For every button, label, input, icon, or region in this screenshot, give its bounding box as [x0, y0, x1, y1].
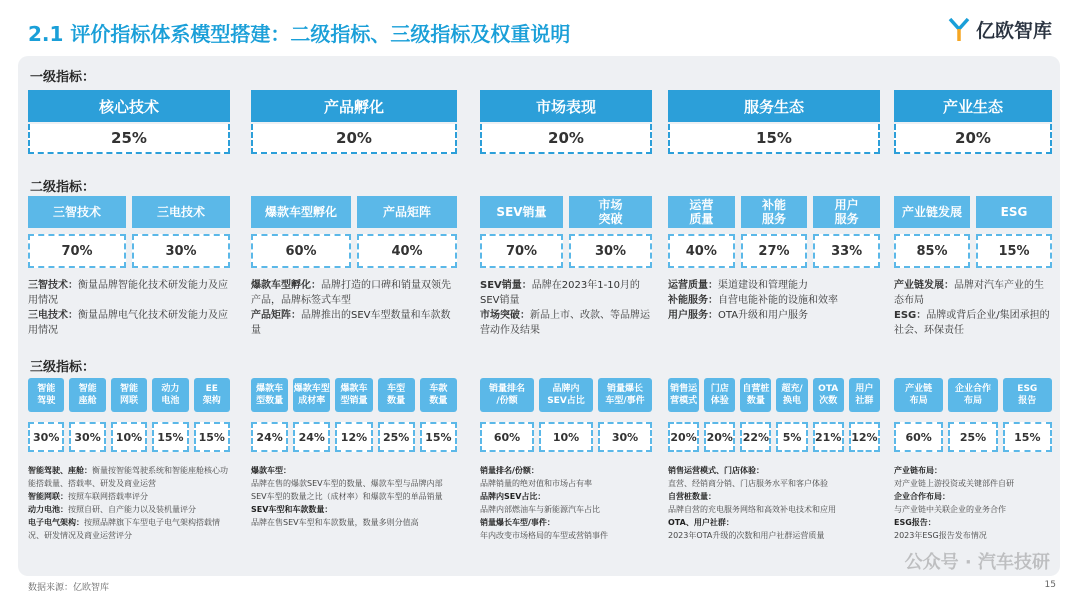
level2-name: 市场 突破: [569, 196, 652, 228]
level3-desc-term: SEV车型和车款数量：: [251, 505, 333, 514]
level2-name: 补能 服务: [741, 196, 808, 228]
level3-desc-term: 自营桩数量：: [668, 492, 716, 501]
level3-name: 销量爆长 车型/事件: [598, 378, 652, 412]
level2-description: [668, 278, 880, 323]
level3-desc-line: [894, 529, 1052, 542]
level3-desc-term: 电子电气架构：: [28, 518, 84, 527]
level3-weights: [251, 422, 457, 452]
level3-desc-term: 智能驾驶、座舱：: [28, 466, 92, 475]
page-number: 15: [1044, 580, 1056, 590]
level3-description: [28, 464, 230, 542]
level3-desc-term: 智能网联：: [28, 492, 68, 501]
level1-weight: 20%: [251, 124, 457, 154]
level2-desc-line: [668, 293, 880, 308]
level3-name: 用户 社群: [849, 378, 880, 412]
level3-weight: 12%: [335, 422, 372, 452]
level3-desc-line: [894, 477, 1052, 490]
level2-weight: 30%: [132, 234, 230, 268]
level3-weight: 60%: [480, 422, 534, 452]
level3-desc-line: [894, 516, 1052, 529]
level3-desc-text: 与产业链中关联企业的业务合作: [894, 505, 1006, 514]
level1-name: 核心技术: [28, 90, 230, 122]
brand-logo: [948, 16, 1052, 43]
level3-headers: [894, 378, 1052, 412]
level3-weight: 21%: [813, 422, 844, 452]
level2-desc-term: ESG：: [894, 310, 927, 321]
level2-desc-term: 运营质量：: [668, 280, 718, 291]
level3-name: 销量排名 /份额: [480, 378, 534, 412]
level2-headers: [894, 196, 1052, 228]
level3-desc-text: 品牌自营的充电服务网络和高效补电技术和应用: [668, 505, 836, 514]
level1-column: [894, 90, 1052, 154]
level2-description: [894, 278, 1052, 338]
level2-desc-text: 衡量品牌智能化技术研发能力及应用情况: [28, 280, 228, 306]
level2-desc-line: [480, 278, 652, 308]
level3-desc-text: 按照车联网搭载率评分: [68, 492, 148, 501]
level2-desc-text: 品牌在2023年1-10月的SEV销量: [480, 280, 640, 306]
level3-weight: 20%: [668, 422, 699, 452]
level2-description: [251, 278, 457, 338]
level2-name: 产业链发展: [894, 196, 970, 228]
level2-desc-text: 品牌对汽车产业的生态布局: [894, 280, 1044, 306]
level3-description: [480, 464, 652, 542]
level2-desc-term: 三智技术：: [28, 280, 78, 291]
level2-desc-line: [894, 278, 1052, 308]
level3-weight: 30%: [69, 422, 105, 452]
level3-weight: 10%: [539, 422, 593, 452]
level3-weight: 30%: [28, 422, 64, 452]
level3-name: 产业链 布局: [894, 378, 943, 412]
level2-desc-line: [480, 308, 652, 338]
level3-weight: 25%: [948, 422, 997, 452]
level3-name: 智能 网联: [111, 378, 147, 412]
level2-desc-line: [668, 278, 880, 293]
level3-description: [894, 464, 1052, 542]
level3-name: 智能 驾驶: [28, 378, 64, 412]
level3-desc-term: 产业链布局：: [894, 466, 942, 475]
level3-desc-term: 企业合作布局：: [894, 492, 950, 501]
level3-name: 销售运 营模式: [668, 378, 699, 412]
level3-desc-text: 品牌销量的绝对值和市场占有率: [480, 479, 592, 488]
level3-name: 车型 数量: [378, 378, 415, 412]
level3-name: 动力 电池: [152, 378, 188, 412]
level3-desc-text: 2023年ESG报告发布情况: [894, 531, 987, 540]
level2-weights: [28, 234, 230, 268]
level3-weight: 10%: [111, 422, 147, 452]
level2-weight: 30%: [569, 234, 652, 268]
level2-desc-text: 品牌或背后企业/集团承担的社会、环保责任: [894, 310, 1050, 336]
level2-desc-text: 渠道建设和管理能力: [718, 280, 808, 291]
level2-desc-term: 市场突破：: [480, 310, 530, 321]
level2-weights: [480, 234, 652, 268]
level3-desc-term: 动力电池：: [28, 505, 68, 514]
level3-desc-line: [668, 477, 880, 490]
level3-desc-line: [668, 516, 880, 529]
level3-weight: 24%: [293, 422, 330, 452]
level3-description: [251, 464, 457, 529]
level2-name: ESG: [976, 196, 1052, 228]
level3-weights: [668, 422, 880, 452]
level3-name: 智能 座舱: [69, 378, 105, 412]
level3-name: 自营桩 数量: [740, 378, 771, 412]
level3-name: 爆款车型 成材率: [293, 378, 330, 412]
level1-column: [251, 90, 457, 154]
level3-desc-line: [480, 529, 652, 542]
level2-desc-term: 补能服务：: [668, 295, 718, 306]
level3-weight: 15%: [420, 422, 457, 452]
level2-desc-text: OTA升级和用户服务: [718, 310, 809, 321]
level2-desc-term: 产业链发展：: [894, 280, 954, 291]
level2-description: [28, 278, 230, 338]
level2-name: SEV销量: [480, 196, 563, 228]
level2-weight: 85%: [894, 234, 970, 268]
level3-name: 门店 体验: [704, 378, 735, 412]
level3-name: 品牌内 SEV占比: [539, 378, 593, 412]
level3-name: EE 架构: [194, 378, 230, 412]
level2-desc-line: [28, 308, 230, 338]
level2-desc-term: 用户服务：: [668, 310, 718, 321]
level3-desc-line: [480, 464, 652, 477]
source-note: 数据来源：亿欧智库: [28, 583, 110, 593]
level2-weights: [894, 234, 1052, 268]
level3-desc-text: 按照自研、自产能力以及装机量评分: [68, 505, 196, 514]
level3-name: 爆款车 型数量: [251, 378, 288, 412]
level2-headers: [480, 196, 652, 228]
metric-panel: [18, 56, 1060, 576]
level3-desc-term: ESG报告：: [894, 518, 936, 527]
level2-desc-line: [251, 278, 457, 308]
level3-desc-text: 2023年OTA升级的次数和用户社群运营质量: [668, 531, 825, 540]
level1-column: [668, 90, 880, 154]
level3-weight: 5%: [776, 422, 807, 452]
level3-weight: 22%: [740, 422, 771, 452]
level3-desc-text: 品牌在售SEV车型和车款数量，数量多则分值高: [251, 518, 419, 527]
level3-name: 超充/ 换电: [776, 378, 807, 412]
level3-weight: 30%: [598, 422, 652, 452]
level2-weight: 70%: [480, 234, 563, 268]
level2-desc-term: 产品矩阵：: [251, 310, 301, 321]
level3-headers: [28, 378, 230, 412]
level2-headers: [668, 196, 880, 228]
level1-name: 产业生态: [894, 90, 1052, 122]
level3-desc-term: 销量爆长车型/事件：: [480, 518, 555, 527]
level2-weights: [251, 234, 457, 268]
level2-name: 产品矩阵: [357, 196, 457, 228]
level2-desc-text: 新品上市、改款、等品牌运营动作及结果: [480, 310, 650, 336]
level3-weight: 20%: [704, 422, 735, 452]
level1-label: 一级指标：: [30, 70, 96, 85]
level1-weight: 15%: [668, 124, 880, 154]
level1-weight: 25%: [28, 124, 230, 154]
level2-desc-text: 衡量品牌电气化技术研发能力及应用情况: [28, 310, 228, 336]
level3-description: [668, 464, 880, 542]
level1-name: 产品孵化: [251, 90, 457, 122]
level1-weight: 20%: [480, 124, 652, 154]
level3-desc-line: [251, 503, 457, 516]
level3-desc-text: 衡量按智能驾驶系统和智能座舱核心功能搭载量、搭载率、研发及商业运营: [28, 466, 228, 488]
level2-weight: 27%: [741, 234, 808, 268]
level2-weights: [668, 234, 880, 268]
level3-desc-text: 对产业链上游投资或关键部件自研: [894, 479, 1014, 488]
level1-column: [28, 90, 230, 154]
level3-desc-line: [894, 503, 1052, 516]
level2-desc-text: 品牌打造的口碑和销量双领先产品，品牌标签式车型: [251, 280, 451, 306]
level2-label: 二级指标：: [30, 180, 96, 195]
level3-weights: [894, 422, 1052, 452]
level3-weight: 15%: [152, 422, 188, 452]
level3-desc-line: [894, 464, 1052, 477]
level3-desc-line: [28, 503, 230, 516]
level2-weight: 40%: [668, 234, 735, 268]
level2-name: 爆款车型孵化: [251, 196, 351, 228]
level1-column: [480, 90, 652, 154]
level3-weight: 25%: [378, 422, 415, 452]
level3-desc-term: 爆款车型：: [251, 466, 291, 475]
level2-headers: [28, 196, 230, 228]
level3-desc-line: [480, 503, 652, 516]
level3-desc-term: OTA、用户社群：: [668, 518, 734, 527]
level1-name: 市场表现: [480, 90, 652, 122]
level3-weight: 15%: [1003, 422, 1052, 452]
level2-desc-line: [668, 308, 880, 323]
level2-desc-term: SEV销量：: [480, 280, 532, 291]
level2-desc-term: 爆款车型孵化：: [251, 280, 321, 291]
level2-name: 用户 服务: [813, 196, 880, 228]
level3-desc-line: [668, 503, 880, 516]
level3-desc-text: 品牌内部燃油车与新能源汽车占比: [480, 505, 600, 514]
level3-desc-text: 年内改变市场格局的车型或营销事件: [480, 531, 608, 540]
level2-name: 三智技术: [28, 196, 126, 228]
level2-name: 三电技术: [132, 196, 230, 228]
level1-name: 服务生态: [668, 90, 880, 122]
level2-weight: 33%: [813, 234, 880, 268]
level3-desc-line: [480, 477, 652, 490]
level3-weights: [480, 422, 652, 452]
level3-desc-text: 品牌在售的爆款SEV车型的数量、爆款车型与品牌内部SEV车型的数量之比（成材率）和爆款车型的单品销量: [251, 479, 443, 501]
level3-desc-text: 按照品牌旗下车型电子电气架构搭载情况、研发情况及商业运营评分: [28, 518, 220, 540]
level3-desc-line: [894, 490, 1052, 503]
level3-desc-line: [28, 516, 230, 542]
level2-desc-text: 自营电能补能的设施和效率: [718, 295, 838, 306]
level2-weight: 15%: [976, 234, 1052, 268]
logo-icon: [948, 17, 970, 43]
level3-name: 爆款车 型销量: [335, 378, 372, 412]
page-title: 2.1 评价指标体系模型搭建：二级指标、三级指标及权重说明: [28, 22, 571, 46]
level3-desc-line: [251, 477, 457, 503]
level2-weight: 40%: [357, 234, 457, 268]
level2-weight: 60%: [251, 234, 351, 268]
level3-desc-line: [480, 516, 652, 529]
level3-desc-term: 销量排名/份额：: [480, 466, 539, 475]
level2-desc-line: [251, 308, 457, 338]
level3-weight: 24%: [251, 422, 288, 452]
level2-desc-line: [28, 278, 230, 308]
level3-desc-line: [668, 490, 880, 503]
level3-desc-line: [668, 529, 880, 542]
level3-desc-line: [668, 464, 880, 477]
level2-desc-line: [894, 308, 1052, 338]
level3-name: OTA 次数: [813, 378, 844, 412]
level3-name: 企业合作 布局: [948, 378, 997, 412]
level1-weight: 20%: [894, 124, 1052, 154]
level3-weights: [28, 422, 230, 452]
watermark: 公众号 · 汽车技研: [904, 552, 1050, 573]
level3-desc-line: [251, 464, 457, 477]
level3-name: 车款 数量: [420, 378, 457, 412]
level3-weight: 15%: [194, 422, 230, 452]
level2-name: 运营 质量: [668, 196, 735, 228]
level3-desc-line: [251, 516, 457, 529]
level3-desc-term: 销售运营模式、门店体验：: [668, 466, 764, 475]
level3-headers: [251, 378, 457, 412]
level2-headers: [251, 196, 457, 228]
level2-desc-text: 品牌推出的SEV车型数量和车款数量: [251, 310, 451, 336]
level3-weight: 12%: [849, 422, 880, 452]
level3-desc-line: [28, 464, 230, 490]
level3-weight: 60%: [894, 422, 943, 452]
level2-desc-term: 三电技术：: [28, 310, 78, 321]
level3-desc-text: 直营、经销商分销、门店服务水平和客户体验: [668, 479, 828, 488]
level3-name: ESG 报告: [1003, 378, 1052, 412]
level3-headers: [480, 378, 652, 412]
level3-headers: [668, 378, 880, 412]
logo-text: 亿欧智库: [975, 20, 1052, 42]
level2-weight: 70%: [28, 234, 126, 268]
level3-desc-term: 品牌内SEV占比：: [480, 492, 546, 501]
level2-description: [480, 278, 652, 338]
level3-desc-line: [28, 490, 230, 503]
level3-desc-line: [480, 490, 652, 503]
level3-label: 三级指标：: [30, 360, 96, 375]
